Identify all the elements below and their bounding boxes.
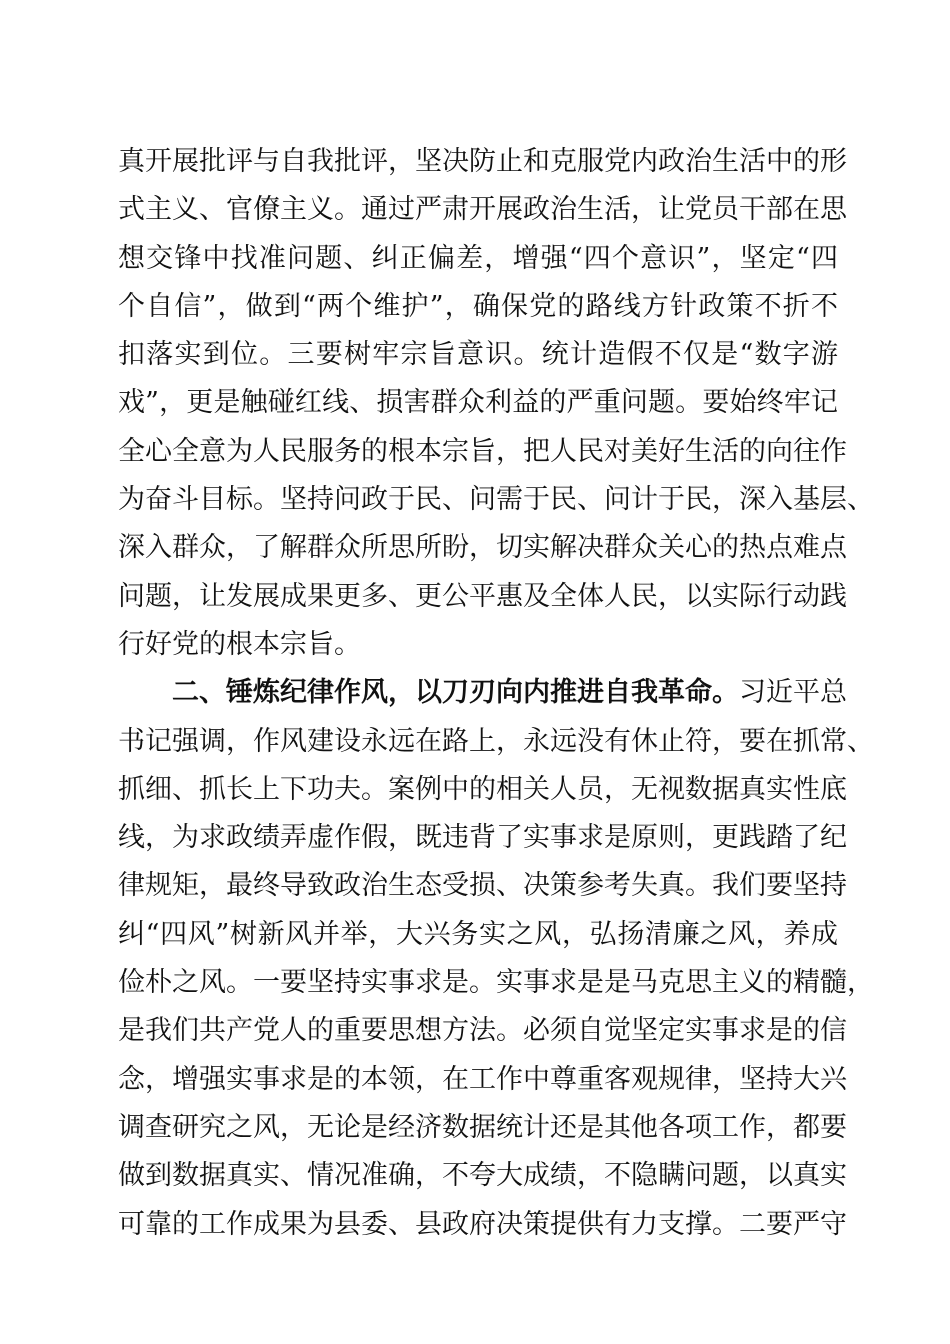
text-line: 全心全意为人民服务的根本宗旨，把人民对美好生活的向往作 (118, 435, 847, 467)
text-line: 书记强调，作风建设永远在路上，永远没有休止符，要在抓常、 (118, 725, 874, 757)
text-line: 为奋斗目标。坚持问政于民、问需于民、问计于民，深入基层、 (118, 484, 874, 516)
text-line: 律规矩，最终导致政治生态受损、决策参考失真。我们要坚持 (118, 870, 847, 902)
text-line: 念，增强实事求是的本领，在工作中尊重客观规律，坚持大兴 (118, 1063, 847, 1095)
text-line: 想交锋中找准问题、纠正偏差，增强“四个意识”，坚定“四 (118, 242, 838, 274)
text-line: 真开展批评与自我批评，坚决防止和克服党内政治生活中的形 (118, 146, 847, 177)
text-line: 俭朴之风。一要坚持实事求是。实事求是是马克思主义的精髓， (118, 967, 874, 999)
text-line: 纠“四风”树新风并举，大兴务实之风，弘扬清廉之风，养成 (118, 918, 838, 950)
text-line: 线，为求政绩弄虚作假，既违背了实事求是原则，更践踏了纪 (118, 822, 847, 854)
text-line: 是我们共产党人的重要思想方法。必须自觉坚定实事求是的信 (118, 1015, 847, 1047)
text-line: 式主义、官僚主义。通过严肃开展政治生活，让党员干部在思 (118, 194, 847, 226)
text-line: 个自信”，做到“两个维护”，确保党的路线方针政策不折不 (118, 290, 838, 322)
text-line: 深入群众，了解群众所思所盼，切实解决群众关心的热点难点 (118, 532, 847, 564)
text-line: 扣落实到位。三要树牢宗旨意识。统计造假不仅是“数字游 (118, 339, 838, 371)
text-line: 抓细、抓长上下功夫。案例中的相关人员，无视数据真实性底 (118, 773, 847, 805)
text-line: 戏”，更是触碰红线、损害群众利益的严重问题。要始终牢记 (118, 387, 838, 419)
text-line: 问题，让发展成果更多、更公平惠及全体人民，以实际行动践 (118, 580, 847, 612)
text-line: 调查研究之风，无论是经济数据统计还是其他各项工作，都要 (118, 1111, 847, 1143)
text-line: 可靠的工作成果为县委、县政府决策提供有力支撑。二要严守 (118, 1208, 847, 1240)
section-heading-tail: 习近平总 (739, 677, 847, 709)
text-line: 行好党的根本宗旨。 (118, 628, 361, 660)
section-heading-line (118, 669, 847, 717)
document-body (118, 138, 874, 1249)
text-line: 做到数据真实、情况准确，不夸大成绩，不隐瞒问题，以真实 (118, 1160, 847, 1192)
section-heading: 二、锤炼纪律作风，以刀刃向内推进自我革命。 (172, 677, 739, 709)
